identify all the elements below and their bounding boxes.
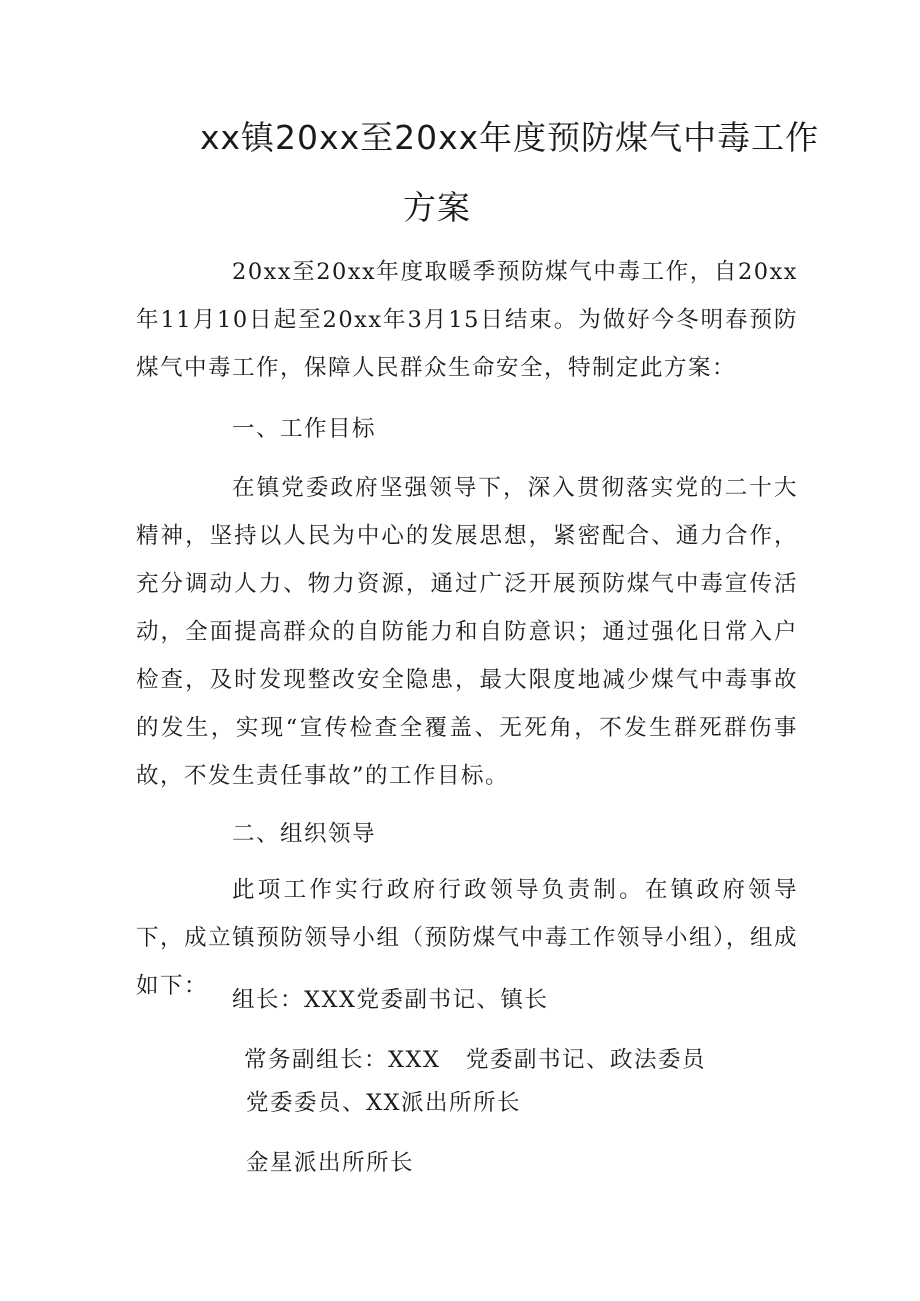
intro-paragraph: 20xx至20xx年度取暖季预防煤气中毒工作，自20xx年11月10日起至20xx年3月15日结束。为做好今冬明春预防煤气中毒工作，保障人民群众生命安全，特制定此方案：: [136, 259, 798, 381]
leader-line: 组长：XXX党委副书记、镇长: [232, 987, 549, 1013]
member-line-1: 党委委员、XX派出所所长: [246, 1090, 522, 1116]
section-heading-organization: 二、组织领导: [232, 821, 377, 847]
document-title-line-2: 方案: [403, 188, 471, 227]
document-title-line-1: xx镇20xx至20xx年度预防煤气中毒工作: [200, 118, 820, 157]
section-heading-goals: 一、工作目标: [232, 416, 377, 442]
deputy-leader-label: 常务副组长：XXX: [244, 1047, 441, 1073]
organization-paragraph: 此项工作实行政府行政领导负责制。在镇政府领导下，成立镇预防领导小组（预防煤气中毒工作领导小组），组成如下：: [136, 877, 798, 999]
deputy-leader-role: 党委副书记、政法委员: [466, 1047, 707, 1073]
goals-paragraph: 在镇党委政府坚强领导下，深入贯彻落实党的二十大精神，坚持以人民为中心的发展思想，紧密配合、通力合作，充分调动人力、物力资源，通过广泛开展预防煤气中毒宣传活动，全面提高群众的自防能力和自防意识；通过强化日常入户检查，及时发现整改安全隐患，最大限度地减少煤气中毒事故的发生，实现“宣传检查全覆盖、无死角，不发生群死群伤事故，不发生责任事故”的工作目标。: [136, 475, 798, 789]
member-line-2: 金星派出所所长: [246, 1150, 415, 1176]
